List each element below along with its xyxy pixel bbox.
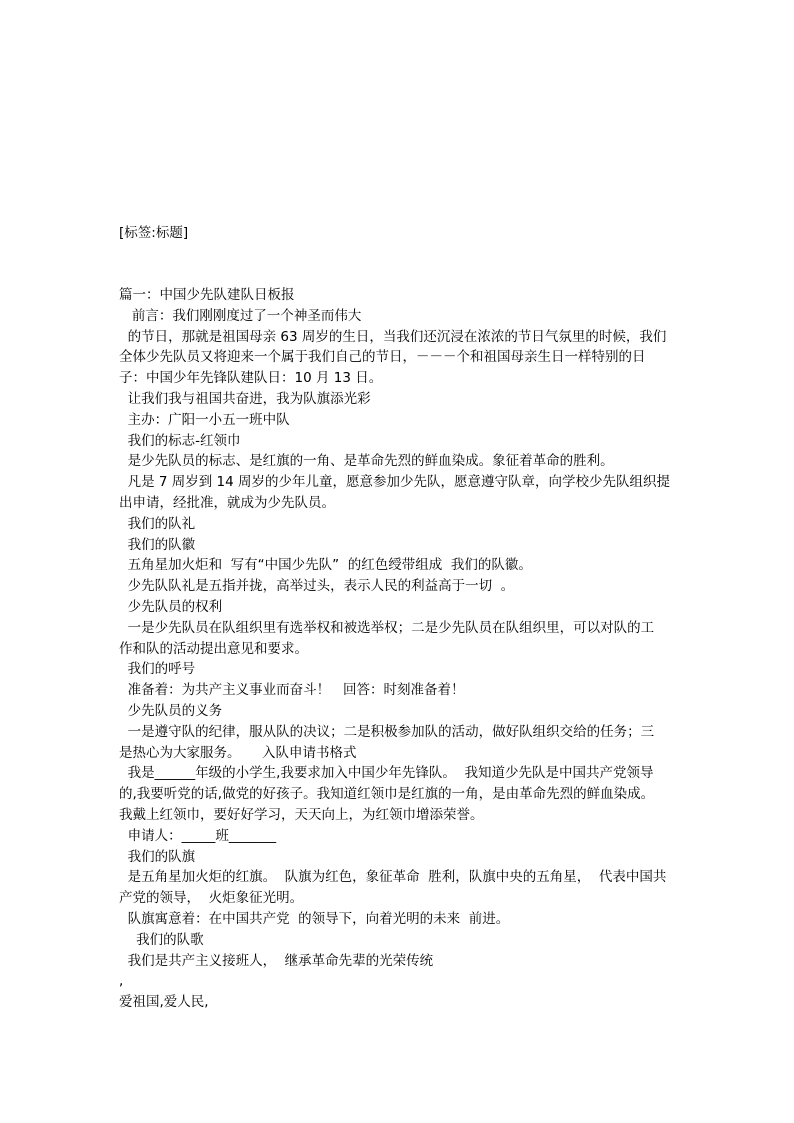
paragraph-line: 一是遵守队的纪律，服从队的决议；二是积极参加队的活动，做好队组织交给的任务；三 — [119, 723, 655, 740]
paragraph-line: 我们是共产主义接班人， 继承革命先辈的光荣传统 — [119, 952, 434, 969]
paragraph-line: 作和队的活动提出意见和要求。 — [119, 640, 308, 657]
paragraph-line: 出申请，经批准，就成为少先队员。 — [119, 494, 335, 511]
paragraph-line: 是热心为大家服务。 入队申请书格式 — [119, 744, 357, 761]
paragraph-line: 队旗寓意着：在中国共产党 的领导下，向着光明的未来 前进。 — [119, 910, 510, 927]
section-heading: 我们的队礼 — [119, 515, 196, 532]
paragraph-line: 申请人：_____班_______ — [119, 827, 277, 844]
paragraph-line: 凡是 7 周岁到 14 周岁的少年儿童，愿意参加少先队，愿意遵守队章，向学校少先队组织提 — [119, 474, 671, 491]
section-heading: 我们的队旗 — [119, 848, 196, 865]
document-body — [119, 285, 685, 1013]
paragraph-line: 是少先队员的标志、是红旗的一角、是革命先烈的鲜血染成。象征着革命的胜利。 — [119, 453, 614, 470]
paragraph-line: 产党的领导， 火炬象征光明。 — [119, 890, 304, 907]
paragraph-line: 我是______年级的小学生,我要求加入中国少年先锋队。 我知道少先队是中国共产党领导 — [119, 765, 654, 782]
paragraph-line: 前言：我们刚刚度过了一个神圣而伟大 — [119, 307, 362, 324]
section-heading: 我们的呼号 — [119, 661, 196, 678]
section-heading: 我们的队徽 — [119, 536, 196, 553]
section-heading: 我们的标志-红领巾 — [119, 432, 241, 449]
paragraph-line: 的节日，那就是祖国母亲 63 周岁的生日，当我们还沉浸在浓浓的节日气氛里的时候，我们 — [119, 328, 667, 345]
paragraph-line: 主办：广阳一小五一班中队 — [119, 411, 290, 428]
paragraph-line: 全体少先队员又将迎来一个属于我们自己的节日，－－－个和祖国母亲生日一样特别的日 — [119, 349, 646, 366]
paragraph-line: 一是少先队员在队组织里有选举权和被选举权；二是少先队员在队组织里，可以对队的工 — [119, 619, 655, 636]
paragraph-line: 让我们我与祖国共奋进，我为队旗添光彩 — [119, 390, 371, 407]
paragraph-line: 五角星加火炬和 写有“中国少先队” 的红色绶带组成 我们的队徽。 — [119, 557, 532, 574]
section-heading: 少先队员的义务 — [119, 702, 223, 719]
paragraph-line: 的,我要听党的话,做党的好孩子。我知道红领巾是红旗的一角，是由革命先烈的鲜血染成。 — [119, 786, 655, 803]
paragraph-line: 是五角星加火炬的红旗。 队旗为红色，象征革命 胜利，队旗中央的五角星， 代表中国共 — [119, 869, 667, 886]
paragraph-line: 准备着：为共产主义事业而奋斗！ 回答：时刻准备着！ — [119, 682, 465, 699]
paragraph-line: 子：中国少年先锋队建队日：10 月 13 日。 — [119, 370, 383, 387]
section-heading: 我们的队歌 — [119, 931, 204, 948]
heading-line: 篇一：中国少先队建队日板报 — [119, 287, 295, 303]
paragraph-line: 爱祖国,爱人民, — [119, 994, 209, 1011]
tag-title: [标签:标题] — [119, 225, 189, 241]
paragraph-line: , — [119, 973, 124, 990]
paragraph-line: 少先队队礼是五指并拢，高举过头，表示人民的利益高于一切 。 — [119, 578, 515, 595]
section-heading: 少先队员的权利 — [119, 598, 223, 615]
paragraph-line: 我戴上红领巾，要好好学习，天天向上，为红领巾增添荣誉。 — [119, 806, 484, 823]
